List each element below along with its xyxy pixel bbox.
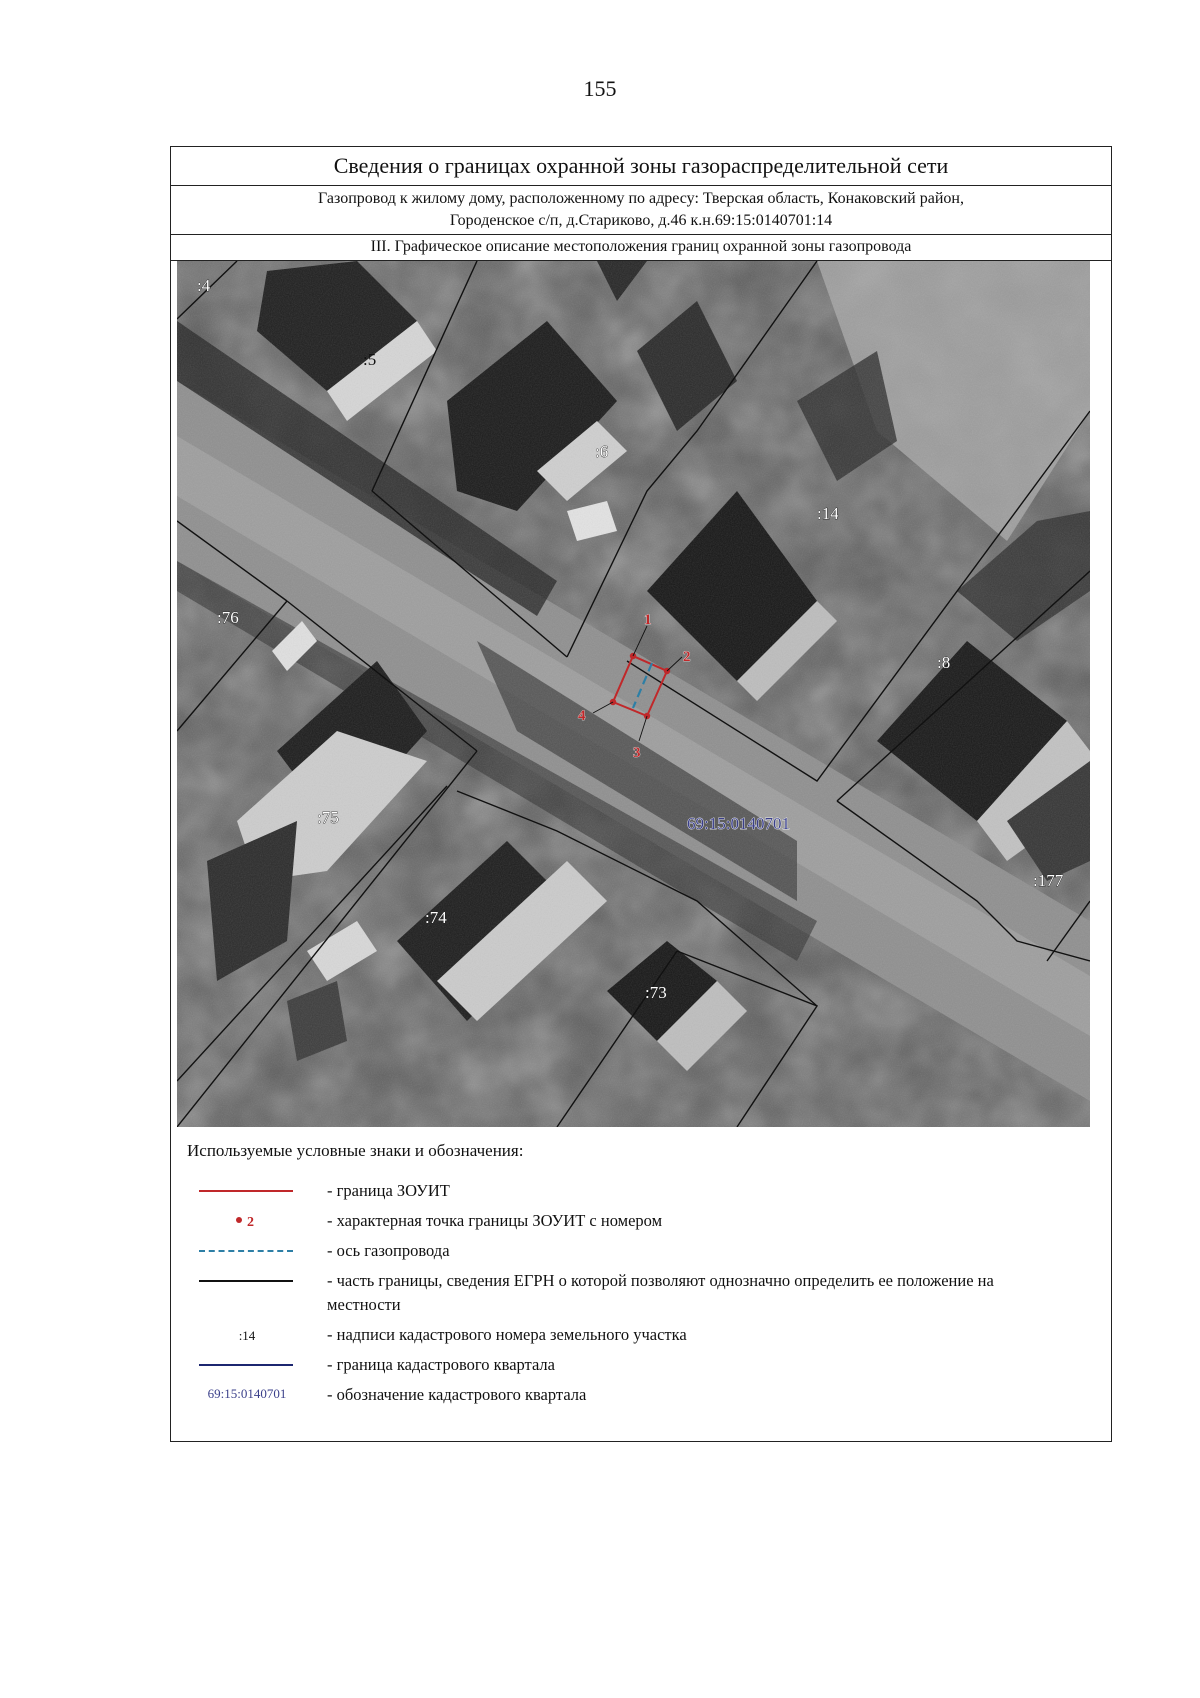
legend-symbol-quarter-label <box>191 1383 303 1413</box>
legend-item <box>171 1353 1111 1383</box>
parcel-label-75: :75 <box>317 808 339 827</box>
aerial-map <box>177 261 1090 1127</box>
legend-symbol-parcel-label <box>191 1323 303 1353</box>
navy-line-icon <box>199 1364 293 1366</box>
legend-symbol-red-point <box>191 1209 303 1239</box>
parcel-label-5: :5 <box>363 350 377 369</box>
legend-symbol-navy-line <box>191 1353 303 1383</box>
legend-item <box>171 1239 1111 1269</box>
photo-grain <box>177 261 1090 1127</box>
legend-item <box>171 1323 1111 1353</box>
parcel-label-73: :73 <box>645 983 667 1002</box>
parcel-label-4: :4 <box>197 276 211 295</box>
parcel-label-74: :74 <box>425 908 447 927</box>
point-label-1: 1 <box>644 612 652 628</box>
quarter-label: 69:15:0140701 <box>687 814 790 833</box>
parcel-label-14: :14 <box>817 504 839 523</box>
black-line-icon <box>199 1280 293 1282</box>
legend-text: - граница кадастрового квартала <box>327 1355 555 1374</box>
section-title: III. Графическое описание местоположения границ охранной зоны газопровода <box>171 235 1111 261</box>
legend-symbol-red-line <box>191 1179 303 1209</box>
legend-item <box>171 1269 1111 1321</box>
legend-title: Используемые условные знаки и обозначения: <box>187 1141 524 1160</box>
object-description <box>171 186 1111 235</box>
parcel-label-76: :76 <box>217 608 239 627</box>
parcel-label-177: :177 <box>1033 871 1064 890</box>
parcel-label-8: :8 <box>937 653 951 672</box>
map-canvas <box>177 261 1090 1127</box>
red-point-icon <box>191 1209 303 1233</box>
document-title: Сведения о границах охранной зоны газораспределительной сети <box>171 147 1111 186</box>
legend-item <box>171 1179 1111 1209</box>
page-number: 155 <box>583 76 617 101</box>
red-line-icon <box>199 1190 293 1192</box>
legend-symbol-blue-dashed-line <box>191 1239 303 1269</box>
legend-text: - характерная точка границы ЗОУИТ с номером <box>327 1211 663 1230</box>
object-description-line-1: Газопровод к жилому дому, расположенному по адресу: Тверская область, Конаковский район, <box>318 190 964 207</box>
parcel-label-6: :6 <box>595 442 609 461</box>
legend-text: - надписи кадастрового номера земельного участка <box>327 1325 687 1344</box>
point-label-2: 2 <box>683 649 691 665</box>
parcel-label-sample: :14 <box>238 1328 256 1343</box>
quarter-label-sample: 69:15:0140701 <box>207 1386 287 1401</box>
object-description-line-2: Городенское с/п, д.Стариково, д.46 к.н.69:15:0140701:14 <box>449 212 833 229</box>
point-label-4: 4 <box>578 708 586 724</box>
legend-text: - ось газопровода <box>327 1241 450 1260</box>
legend-symbol-black-line <box>191 1269 303 1321</box>
document-frame <box>170 146 1112 1442</box>
point-label-sample: 2 <box>247 1215 254 1230</box>
legend-text: - часть границы, сведения ЕГРН о которой позволяют однозначно определить ее положение на местности <box>327 1271 994 1314</box>
legend-text: - обозначение кадастрового квартала <box>327 1385 587 1404</box>
point-label-3: 3 <box>633 745 641 761</box>
legend-item <box>171 1383 1111 1413</box>
legend-text: - граница ЗОУИТ <box>327 1181 450 1200</box>
blue-dashed-line-icon <box>199 1250 293 1252</box>
legend-item <box>171 1209 1111 1239</box>
